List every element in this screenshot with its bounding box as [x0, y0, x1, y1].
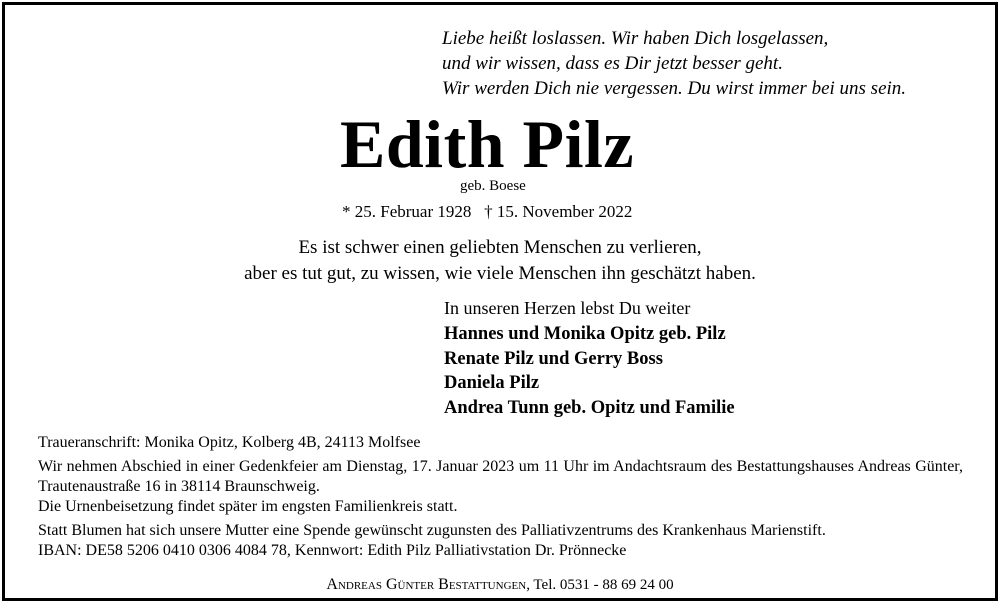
- heart-line: In unseren Herzen lebst Du weiter: [444, 298, 691, 318]
- funeral-home-phone: , Tel. 0531 - 88 69 24 00: [526, 577, 674, 593]
- funeral-home-footer: [0, 575, 1000, 595]
- info-block: [38, 433, 963, 561]
- poem-line: und wir wissen, dass es Dir jetzt besser geht.: [442, 53, 783, 74]
- funeral-home-name: Andreas Günter Bestattungen: [326, 576, 527, 593]
- poem-line: Liebe heißt loslassen. Wir haben Dich losgelassen,: [442, 28, 829, 49]
- iban-text: IBAN: DE58 5206 0410 0306 4084 78, Kennwort: Edith Pilz Palliativstation Dr. Prönnecke: [38, 542, 627, 559]
- poem: [442, 26, 906, 101]
- quote: [0, 235, 1000, 287]
- life-dates: * 25. Februar 1928 † 15. November 2022: [342, 202, 633, 221]
- quote-line: Es ist schwer einen geliebten Menschen zu verlieren,: [298, 237, 702, 258]
- mourning-address: Traueranschrift: Monika Opitz, Kolberg 4B, 24113 Molfsee: [38, 434, 421, 451]
- mourner-name: Hannes und Monika Opitz geb. Pilz: [444, 324, 726, 344]
- urn-burial-text: Die Urnenbeisetzung findet später im engsten Familienkreis statt.: [38, 498, 458, 515]
- mourners-list: [444, 322, 735, 420]
- quote-line: aber es tut gut, zu wissen, wie viele Menschen ihn geschätzt haben.: [244, 263, 756, 284]
- mourner-name: Daniela Pilz: [444, 373, 540, 393]
- poem-line: Wir werden Dich nie vergessen. Du wirst immer bei uns sein.: [442, 78, 907, 99]
- birth-name: geb. Boese: [460, 178, 526, 194]
- deceased-name: Edith Pilz: [340, 106, 635, 182]
- mourner-name: Renate Pilz und Gerry Boss: [444, 348, 663, 369]
- mourner-name: Andrea Tunn geb. Opitz und Familie: [444, 397, 735, 418]
- ceremony-text: Wir nehmen Abschied in einer Gedenkfeier am Dienstag, 17. Januar 2023 um 11 Uhr im Andachtsraum des Bestattungshauses Andreas Günter, Trautenaustraße 16 in 38114 Braunschweig.: [38, 458, 963, 495]
- donation-text: Statt Blumen hat sich unsere Mutter eine Spende gewünscht zugunsten des Palliativzentrums des Krankenhaus Marienstift.: [38, 522, 826, 539]
